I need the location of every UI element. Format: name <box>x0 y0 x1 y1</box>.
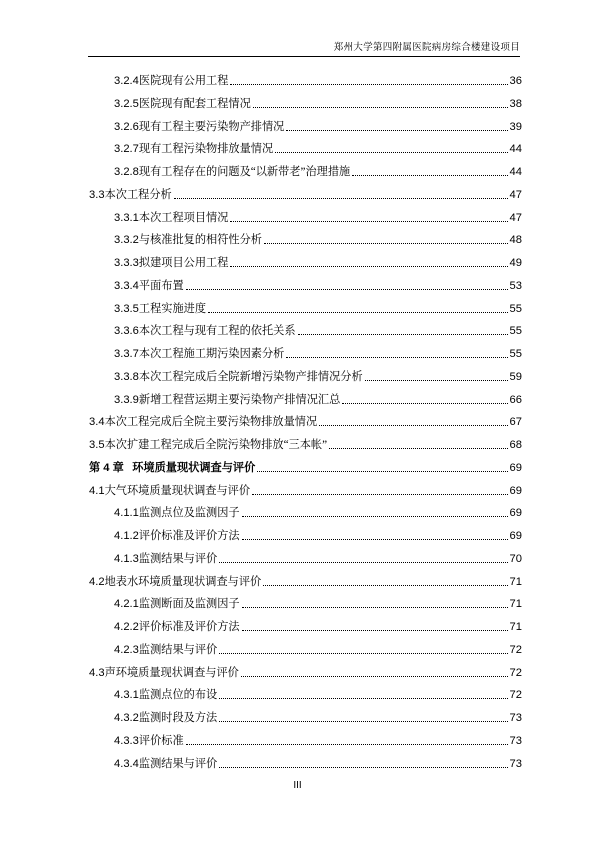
toc-entry-page: 67 <box>509 416 522 429</box>
toc-entry-page: 71 <box>509 598 522 611</box>
toc-entry-title <box>89 438 327 452</box>
toc-entry-title <box>114 552 217 566</box>
toc-entry-number: 3.3.6 <box>114 325 139 338</box>
toc-entry-page: 47 <box>509 211 522 224</box>
toc-entry-label: 医院现有配套工程情况 <box>138 97 251 110</box>
toc-entry-number: 4.3.2 <box>114 712 139 724</box>
page-header <box>88 36 520 57</box>
toc-entry-label: 本次工程项目情况 <box>138 211 229 224</box>
toc-entry-page: 59 <box>509 370 522 383</box>
toc-entry-number: 3.3.8 <box>114 370 139 383</box>
toc-entry[interactable] <box>89 484 522 498</box>
toc-leader-dots <box>257 461 507 472</box>
toc-leader-dots <box>174 188 508 199</box>
toc-entry-page: 39 <box>509 120 522 133</box>
toc-leader-dots <box>242 620 508 631</box>
toc-entry[interactable] <box>89 188 522 202</box>
toc-entry-label: 地表水环境质量现状调查与评价 <box>104 575 262 588</box>
toc-entry-label: 现有工程主要污染物产排情况 <box>138 120 285 133</box>
toc-entry-title <box>89 484 250 498</box>
toc-entry-page: 53 <box>509 279 522 292</box>
toc-entry-label: 工程实施进度 <box>138 302 207 315</box>
toc-entry-label: 本次工程分析 <box>104 188 172 201</box>
toc-entry-title <box>89 415 317 429</box>
toc-entry-label: 监测结果与评价 <box>138 552 218 565</box>
toc-entry-label: 本次扩建工程完成后全院污染物排放“三本帐” <box>104 439 328 451</box>
toc-leader-dots <box>352 165 507 176</box>
toc-leader-dots <box>286 347 507 358</box>
toc-leader-dots <box>230 211 507 222</box>
toc-leader-dots <box>286 120 507 131</box>
toc-entry-page: 71 <box>509 621 522 633</box>
toc-entry-title <box>89 461 255 475</box>
toc-leader-dots <box>252 484 508 495</box>
toc-entry-page: 68 <box>509 439 522 451</box>
toc-entry-number: 3.3.4 <box>114 279 139 292</box>
toc-leader-dots <box>263 575 507 586</box>
toc-entry-number: 4.3 <box>89 666 105 679</box>
toc-entry-label: 与核准批复的相符性分析 <box>138 234 262 247</box>
toc-entry-number: 3.2.8 <box>114 166 139 178</box>
toc-entry-label: 平面布置 <box>138 279 184 292</box>
toc-entry-label: 新增工程营运期主要污染物产排情况汇总 <box>138 393 341 406</box>
toc-entry-number: 4.2.1 <box>114 598 139 611</box>
toc-entry-number: 4.1 <box>89 484 105 497</box>
toc-entry[interactable] <box>114 597 522 611</box>
toc-leader-dots <box>242 597 508 608</box>
toc-entry-page: 49 <box>509 257 522 269</box>
toc-leader-dots <box>219 711 507 722</box>
toc-entry-number: 3.2.4 <box>114 75 139 87</box>
toc-entry-number: 3.2.7 <box>114 143 139 156</box>
toc-entry-label: 本次工程施工期污染因素分析 <box>138 348 285 360</box>
toc-entry-title <box>89 575 261 589</box>
toc-entry-label: 本次工程与现有工程的依托关系 <box>138 325 296 338</box>
toc-entry-number: 3.2.5 <box>114 97 139 110</box>
toc-entry[interactable] <box>114 643 522 657</box>
toc-entry-label: 拟建项目公用工程 <box>138 257 229 269</box>
toc-entry-title <box>114 97 251 111</box>
toc-entry-title <box>114 279 184 293</box>
toc-entry-title <box>114 302 206 316</box>
toc-entry-page: 72 <box>509 689 522 702</box>
toc-entry-title <box>114 256 228 270</box>
toc-entry-label: 医院现有公用工程 <box>138 75 229 87</box>
toc-entry-number: 4.1.1 <box>114 507 139 520</box>
toc-entry[interactable] <box>114 279 522 293</box>
toc-entry[interactable] <box>114 165 522 179</box>
toc-entry-page: 70 <box>509 552 522 565</box>
toc-entry[interactable] <box>114 393 522 407</box>
toc-entry-label: 监测点位及监测因子 <box>138 507 240 520</box>
toc-entry[interactable] <box>89 461 522 475</box>
toc-entry-number: 3.3.7 <box>114 348 139 360</box>
toc-entry-label: 监测时段及方法 <box>138 712 218 724</box>
toc-entry[interactable] <box>114 711 522 725</box>
toc-entry-title <box>114 324 296 338</box>
toc-entry-number: 4.3.4 <box>114 757 139 770</box>
toc-entry-number: 3.3.9 <box>114 393 139 406</box>
toc-entry-number: 3.3 <box>89 188 105 201</box>
toc-entry-title <box>114 734 184 748</box>
toc-entry[interactable] <box>114 552 522 566</box>
toc-entry-label: 本次工程完成后全院主要污染物排放量情况 <box>104 416 318 429</box>
toc-entry-page: 69 <box>509 507 522 520</box>
toc-entry-page: 69 <box>509 484 522 497</box>
toc-entry-page: 48 <box>509 234 522 247</box>
toc-entry[interactable] <box>114 97 522 111</box>
toc-entry[interactable] <box>114 256 522 270</box>
toc-entry-title <box>114 347 284 361</box>
toc-leader-dots <box>219 688 507 699</box>
toc-entry-label: 监测断面及监测因子 <box>138 598 240 611</box>
toc-entry[interactable] <box>89 438 522 452</box>
toc-entry[interactable] <box>114 324 522 338</box>
toc-entry-page: 47 <box>509 188 522 201</box>
toc-entry-number: 4.3.1 <box>114 689 139 702</box>
toc-entry[interactable] <box>114 233 522 247</box>
toc-entry-page: 73 <box>509 757 522 770</box>
toc-entry-label: 监测结果与评价 <box>138 757 218 770</box>
toc-entry-number: 4.1.3 <box>114 552 139 565</box>
toc-entry-title <box>114 688 217 702</box>
toc-entry[interactable] <box>114 74 522 88</box>
toc-entry-number: 4.1.2 <box>114 530 139 542</box>
toc-entry-number: 4.3.3 <box>114 734 139 747</box>
toc-entry-page: 71 <box>509 575 522 588</box>
toc-entry-number: 4.2.3 <box>114 643 139 656</box>
toc-entry-title <box>114 597 240 611</box>
toc-leader-dots <box>186 734 508 745</box>
toc-entry[interactable] <box>114 302 522 316</box>
toc-entry-page: 38 <box>509 97 522 110</box>
toc-entry-page: 66 <box>509 393 522 406</box>
toc-entry-title <box>89 666 239 680</box>
toc-entry-number: 3.2.6 <box>114 120 139 133</box>
toc-entry[interactable] <box>114 688 522 702</box>
toc-entry-page: 69 <box>509 461 522 474</box>
toc-entry-title <box>114 142 273 156</box>
toc-entry-label: 评价标准 <box>138 734 184 747</box>
toc-entry-label: 评价标准及评价方法 <box>138 621 240 633</box>
header-title: 郑州大学第四附属医院病房综合楼建设项目 <box>333 43 520 53</box>
toc-entry-label: 环境质量现状调查与评价 <box>132 461 256 474</box>
toc-entry-label: 现有工程存在的问题及“以新带老”治理措施 <box>138 166 351 178</box>
toc-entry-page: 44 <box>509 143 522 156</box>
toc-leader-dots <box>186 279 508 290</box>
toc-entry-page: 72 <box>509 666 522 679</box>
toc-leader-dots <box>219 552 507 563</box>
toc-entry-page: 44 <box>509 166 522 178</box>
toc-entry-number: 3.3.2 <box>114 234 139 247</box>
toc-entry-page: 55 <box>509 302 522 315</box>
toc-entry-number: 3.5 <box>89 439 105 451</box>
toc-entry-number: 3.3.5 <box>114 302 139 315</box>
toc-entry-page: 73 <box>509 712 522 724</box>
toc-entry[interactable] <box>114 734 522 748</box>
toc-leader-dots <box>230 74 507 85</box>
toc-leader-dots <box>219 643 507 654</box>
toc-entry[interactable] <box>114 757 522 771</box>
toc-entry-title <box>114 233 262 247</box>
toc-entry-number: 第 4 章 <box>89 461 124 474</box>
toc-leader-dots <box>219 757 507 768</box>
toc-leader-dots <box>329 438 507 449</box>
toc-entry[interactable] <box>114 529 522 543</box>
toc-entry-title <box>114 620 240 634</box>
toc-leader-dots <box>298 324 508 335</box>
toc-entry-number: 3.3.3 <box>114 257 139 269</box>
toc-entry-title <box>114 165 350 179</box>
toc-leader-dots <box>253 97 508 108</box>
toc-entry[interactable] <box>89 666 522 680</box>
toc-entry-label: 声环境质量现状调查与评价 <box>104 666 239 679</box>
toc-entry-number: 4.2.2 <box>114 621 139 633</box>
toc-entry[interactable] <box>89 415 522 429</box>
toc-entry[interactable] <box>89 575 522 589</box>
toc-entry[interactable] <box>114 620 522 634</box>
toc-entry-title <box>114 711 217 725</box>
toc-entry-title <box>114 211 228 225</box>
toc-entry[interactable] <box>114 506 522 520</box>
toc-leader-dots <box>208 302 508 313</box>
toc-leader-dots <box>319 415 507 426</box>
toc-entry-page: 55 <box>509 348 522 360</box>
toc-entry[interactable] <box>114 347 522 361</box>
toc-entry-title <box>89 188 172 202</box>
toc-entry-title <box>114 643 217 657</box>
toc-entry-label: 评价标准及评价方法 <box>138 530 240 542</box>
toc-entry-title <box>114 74 228 88</box>
toc-leader-dots <box>365 370 508 381</box>
toc-entry-label: 现有工程污染物排放量情况 <box>138 143 274 156</box>
toc-entry-page: 72 <box>509 643 522 656</box>
toc-entry-label: 监测点位的布设 <box>138 689 218 702</box>
toc-entry[interactable] <box>114 211 522 225</box>
toc-entry-number: 4.2 <box>89 575 105 588</box>
toc-entry-page: 69 <box>509 530 522 542</box>
toc-entry-label: 监测结果与评价 <box>138 643 218 656</box>
toc-entry[interactable] <box>114 120 522 134</box>
toc-entry-number: 3.3.1 <box>114 211 139 224</box>
toc-leader-dots <box>242 529 508 540</box>
toc-entry-page: 55 <box>509 325 522 338</box>
toc-entry-title <box>114 529 240 543</box>
toc-entry-title <box>114 757 217 771</box>
toc-entry-page: 36 <box>509 75 522 87</box>
toc-leader-dots <box>242 506 508 517</box>
toc-leader-dots <box>264 233 508 244</box>
toc-leader-dots <box>241 666 508 677</box>
toc-entry[interactable] <box>114 370 522 384</box>
toc-leader-dots <box>230 256 507 267</box>
toc-entry-title <box>114 393 340 407</box>
toc-leader-dots <box>342 393 507 404</box>
toc-leader-dots <box>275 142 507 153</box>
toc-entry-label: 大气环境质量现状调查与评价 <box>104 484 251 497</box>
toc-entry-title <box>114 370 363 384</box>
toc-entry-number: 3.4 <box>89 416 105 429</box>
toc-entry-title <box>114 120 284 134</box>
page-number: III <box>293 780 302 791</box>
toc-entry-page: 73 <box>509 734 522 747</box>
toc-entry[interactable] <box>114 142 522 156</box>
toc-entry-label: 本次工程完成后全院新增污染物产排情况分析 <box>138 370 363 383</box>
toc-entry-title <box>114 506 240 520</box>
